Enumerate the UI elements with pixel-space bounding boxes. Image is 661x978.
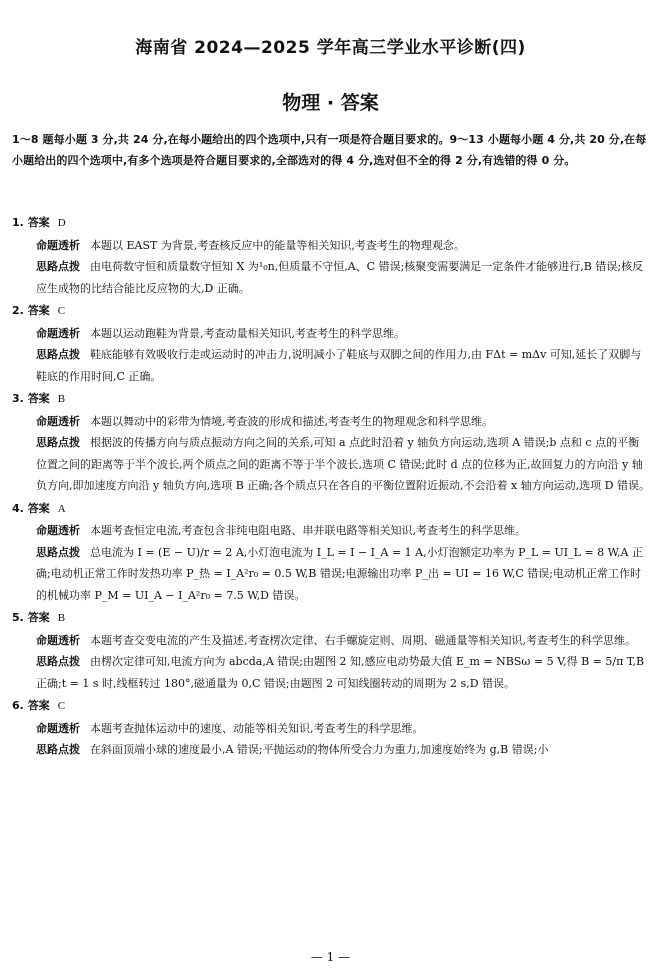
analysis-label: 命题透析 <box>36 238 80 252</box>
hint-label: 思路点拨 <box>36 260 80 273</box>
page-title: 海南省 2024—2025 学年高三学业水平诊断(四) <box>135 38 526 58</box>
question-item <box>12 300 650 387</box>
analysis-label: 命题透析 <box>36 326 80 340</box>
answer-value: B <box>57 393 66 405</box>
answer-value: A <box>57 502 66 515</box>
question-item <box>12 695 650 761</box>
answer-value: C <box>57 305 66 317</box>
analysis-text: 本题考查交变电流的产生及描述,考查楞次定律、右手螺旋定则、周期、磁通量等相关知识,考查考生的科学思维。 <box>90 633 636 647</box>
analysis-text: 本题以 EAST 为背景,考查核反应中的能量等相关知识,考查考生的物理观念。 <box>90 238 465 252</box>
answer-label: 答案 <box>27 216 50 229</box>
hint-label: 思路点拨 <box>36 348 80 361</box>
answer-label: 答案 <box>27 392 50 405</box>
answer-label: 答案 <box>27 699 50 712</box>
hint-text: 在斜面顶端小球的速度最小,A 错误;平抛运动的物体所受合力为重力,加速度始终为 g,B 错误;小 <box>90 743 549 756</box>
hint-text: 由楞次定律可知,电流方向为 abcda,A 错误;由题图 2 知,感应电动势最大值 E_m = NBSω = 5 V,得 B = 5/π T,B 正确;t = 1 s 时,线框转过 180°,磁通量为 0,C 错误;由题图 2 可知线圈转动的周期为 2 s,D 错误。 <box>36 655 645 690</box>
page-number: — 1 — <box>310 950 351 964</box>
question-item <box>12 212 650 299</box>
hint-text: 总电流为 I = (E − U)/r = 2 A,小灯泡电流为 I_L = I − I_A = 1 A,小灯泡额定功率为 P_L = UI_L = 8 W,A 正确;电动机正常工作时发热功率 P_热 = I_A²r₀ = 0.5 W,B 错误;电源输出功率 P_出 = UI = 16 W,C 错误;电动机正常工作时的机械功率 P_M = UI_A − I_A²r₀ = 7.5 W,D 错误。 <box>36 545 643 602</box>
question-number: 2. <box>12 304 24 317</box>
question-number: 5. <box>12 611 24 624</box>
question-number: 6. <box>12 699 24 712</box>
answer-value: C <box>57 700 66 712</box>
hint-label: 思路点拨 <box>36 436 80 449</box>
hint-label: 思路点拨 <box>36 545 80 559</box>
answers-list <box>12 211 650 761</box>
analysis-label: 命题透析 <box>36 721 80 735</box>
answer-label: 答案 <box>27 611 50 624</box>
question-item <box>12 498 650 607</box>
answer-value: B <box>57 612 66 624</box>
hint-text: 鞋底能够有效吸收行走或运动时的冲击力,说明减小了鞋底与双脚之间的作用力,由 FΔt = mΔv 可知,延长了双脚与鞋底的作用时间,C 正确。 <box>36 348 642 383</box>
analysis-text: 本题考查抛体运动中的速度、动能等相关知识,考查考生的科学思维。 <box>90 721 424 735</box>
hint-label: 思路点拨 <box>36 743 80 756</box>
analysis-text: 本题以运动跑鞋为背景,考查动量相关知识,考查考生的科学思维。 <box>90 326 405 340</box>
answer-label: 答案 <box>27 501 50 515</box>
analysis-label: 命题透析 <box>36 633 80 647</box>
question-number: 3. <box>12 392 24 405</box>
answer-value: D <box>57 217 66 229</box>
question-number: 4. <box>12 501 24 515</box>
analysis-label: 命题透析 <box>36 414 80 428</box>
answer-label: 答案 <box>27 304 50 317</box>
scoring-instructions: 1～8 题每小题 3 分,共 24 分,在每小题给出的四个选项中,只有一项是符合题目要求的。9～13 小题每小题 4 分,共 20 分,在每小题给出的四个选项中,有多个选项是符合题目要求的,全部选对的得 4 分,选对但不全的得 2 分,有选错的得 0 分。 <box>12 133 647 167</box>
page-subtitle: 物理 · 答案 <box>282 92 379 114</box>
question-number: 1. <box>12 216 24 229</box>
question-item <box>12 607 650 694</box>
analysis-text: 本题以舞动中的彩带为情境,考查波的形成和描述,考查考生的物理观念和科学思维。 <box>90 414 493 428</box>
analysis-label: 命题透析 <box>36 524 80 537</box>
hint-label: 思路点拨 <box>36 655 80 668</box>
hint-text: 由电荷数守恒和质量数守恒知 X 为¹₀n,但质量不守恒,A、C 错误;核聚变需要满足一定条件才能够进行,B 错误;核反应生成物的比结合能比反应物的大,D 正确。 <box>36 260 644 295</box>
question-item <box>12 388 650 497</box>
analysis-text: 本题考查恒定电流,考查包含非纯电阻电路、串并联电路等相关知识,考查考生的科学思维。 <box>90 524 526 537</box>
hint-text: 根据波的传播方向与质点振动方向之间的关系,可知 a 点此时沿着 y 轴负方向运动,选项 A 错误;b 点和 c 点的平衡位置之间的距离等于半个波长,两个质点之间的距离不等于半个波长,选项 C 错误;此时 d 点的位移为正,故回复力的方向沿 y 轴负方向,即加速度方向沿 y 轴负方向,选项 B 正确;各个质点只在各自的平衡位置附近振动,不会沿着 x 轴方向运动,选项 D 错误。 <box>36 436 650 492</box>
